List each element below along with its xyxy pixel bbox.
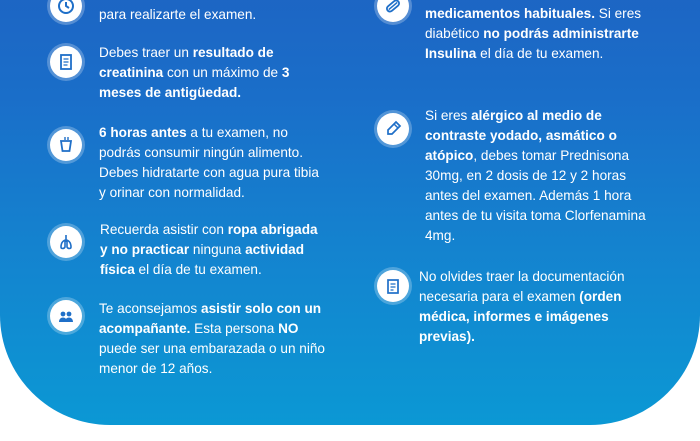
instruction-text — [425, 106, 655, 246]
text-run: No olvides traer la documentación necesaria para el examen — [419, 269, 625, 304]
bold-text: ropa abrigada y no practicar — [100, 222, 318, 257]
instruction-text — [419, 267, 649, 347]
text-run: con un máximo de — [163, 65, 282, 80]
text-run: para realizarte el examen. — [99, 7, 257, 22]
bold-text: 3 meses de antigüedad. — [99, 65, 290, 100]
text-run: Recuerda asistir con — [100, 222, 228, 237]
bold-text: no podrás administrarte Insulina — [425, 26, 639, 61]
cup-icon — [50, 129, 82, 161]
document-icon — [50, 46, 82, 78]
instruction-text — [425, 4, 665, 64]
folder-icon — [377, 270, 409, 302]
text-run: , debes tomar Prednisona 30mg, en 2 dosis de 12 y 2 horas antes del examen. Además 1 hora antes de tu visita toma Clorfenamina 4mg. — [425, 148, 646, 243]
instruction-text — [99, 299, 329, 379]
text-run: el día de tu examen. — [134, 262, 262, 277]
text-run: Si eres diabético — [425, 6, 642, 41]
instruction-text — [100, 220, 325, 280]
lungs-icon — [50, 226, 82, 258]
instruction-text — [99, 43, 329, 103]
bold-text: (orden médica, informes e imágenes previas). — [419, 289, 622, 344]
bold-text: asistir solo con un acompañante. — [99, 301, 322, 336]
bold-text: resultado de creatinina — [99, 45, 274, 80]
text-run: Esta persona — [190, 321, 279, 336]
bold-text: medicamentos habituales. — [425, 6, 595, 21]
dropper-icon — [377, 113, 409, 145]
text-run: Si eres — [425, 108, 472, 123]
instruction-text — [99, 5, 329, 25]
text-run: Debes traer un — [99, 45, 193, 60]
text-run: puede ser una embarazada o un niño menor de 12 años. — [99, 341, 325, 376]
text-run: Te aconsejamos — [99, 301, 202, 316]
bold-text: NO — [278, 321, 299, 336]
text-run: el día de tu examen. — [476, 46, 604, 61]
text-run: a tu examen, no podrás consumir ningún alimento. Debes hidratarte con agua pura tibia y orinar con normalidad. — [99, 125, 319, 200]
bold-text: alérgico al medio de contraste yodado, asmático o atópico — [425, 108, 617, 163]
instruction-text — [99, 123, 329, 203]
text-run: ninguna — [189, 242, 246, 257]
bold-text: actividad física — [100, 242, 305, 277]
people-icon — [50, 300, 82, 332]
bold-text: 6 horas antes — [99, 125, 187, 140]
